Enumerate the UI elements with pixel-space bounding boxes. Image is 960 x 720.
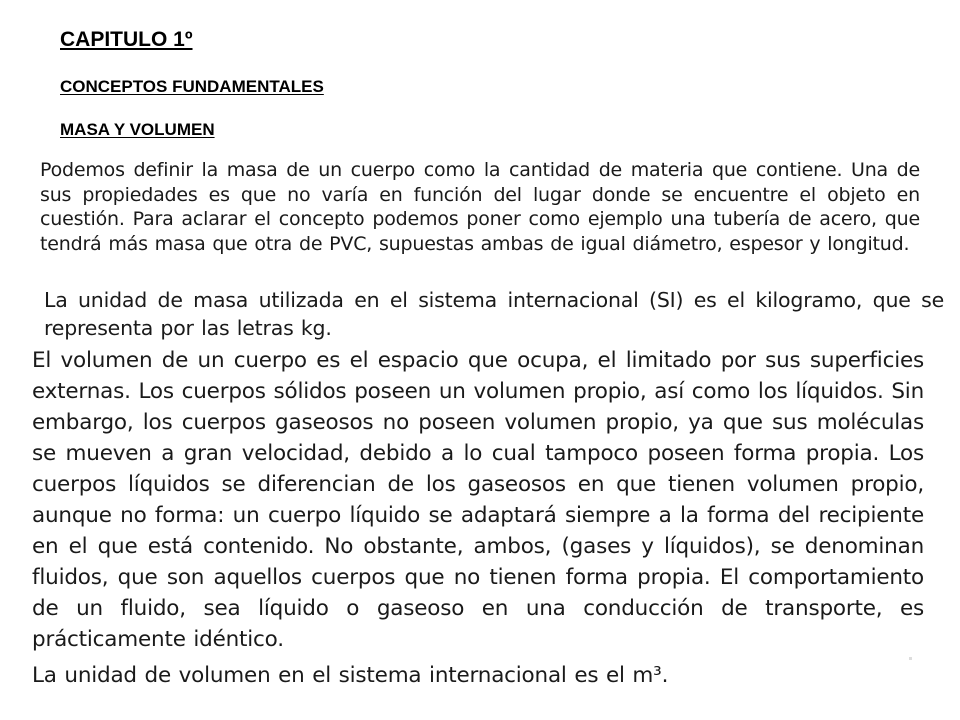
chapter-title: CAPITULO 1º (60, 28, 193, 51)
paragraph-volume-unit: La unidad de volumen en el sistema internacional es el m³. (32, 663, 669, 688)
subsection-title: MASA Y VOLUMEN (60, 120, 215, 139)
paragraph-volume-definition: El volumen de un cuerpo es el espacio que ocupa, el limitado por sus superficies externas. Los cuerpos sólidos poseen un volumen propio, así como los líquidos. Sin embargo, los cuerpos gaseosos no poseen volumen propio, ya que sus moléculas se mueven a gran velocidad, debido a lo cual tampoco poseen forma propia. Los cuerpos líquidos se diferencian de los gaseosos en que tienen volumen propio, aunque no forma: un cuerpo líquido se adaptará siempre a la forma del recipiente en el que está contenido. No obstante, ambos, (gases y líquidos), se denominan fluidos, que son aquellos cuerpos que no tienen forma propia. El comportamiento de un fluido, sea líquido o gaseoso en una conducción de transporte, es prácticamente idéntico. (32, 348, 924, 652)
paragraph-mass-definition: Podemos definir la masa de un cuerpo como la cantidad de materia que contiene. Una de sus propiedades es que no varía en función del lugar donde se encuentre el objeto en cuestión. Para aclarar el concepto podemos poner como ejemplo una tubería de acero, que tendrá más masa que otra de PVC, supuestas ambas de igual diámetro, espesor y longitud. (40, 159, 920, 255)
paragraph-mass-unit: La unidad de masa utilizada en el sistema internacional (SI) es el kilogramo, que se representa por las letras kg. (44, 288, 944, 340)
section-title: CONCEPTOS FUNDAMENTALES (60, 77, 324, 96)
scan-artifact (909, 657, 912, 660)
